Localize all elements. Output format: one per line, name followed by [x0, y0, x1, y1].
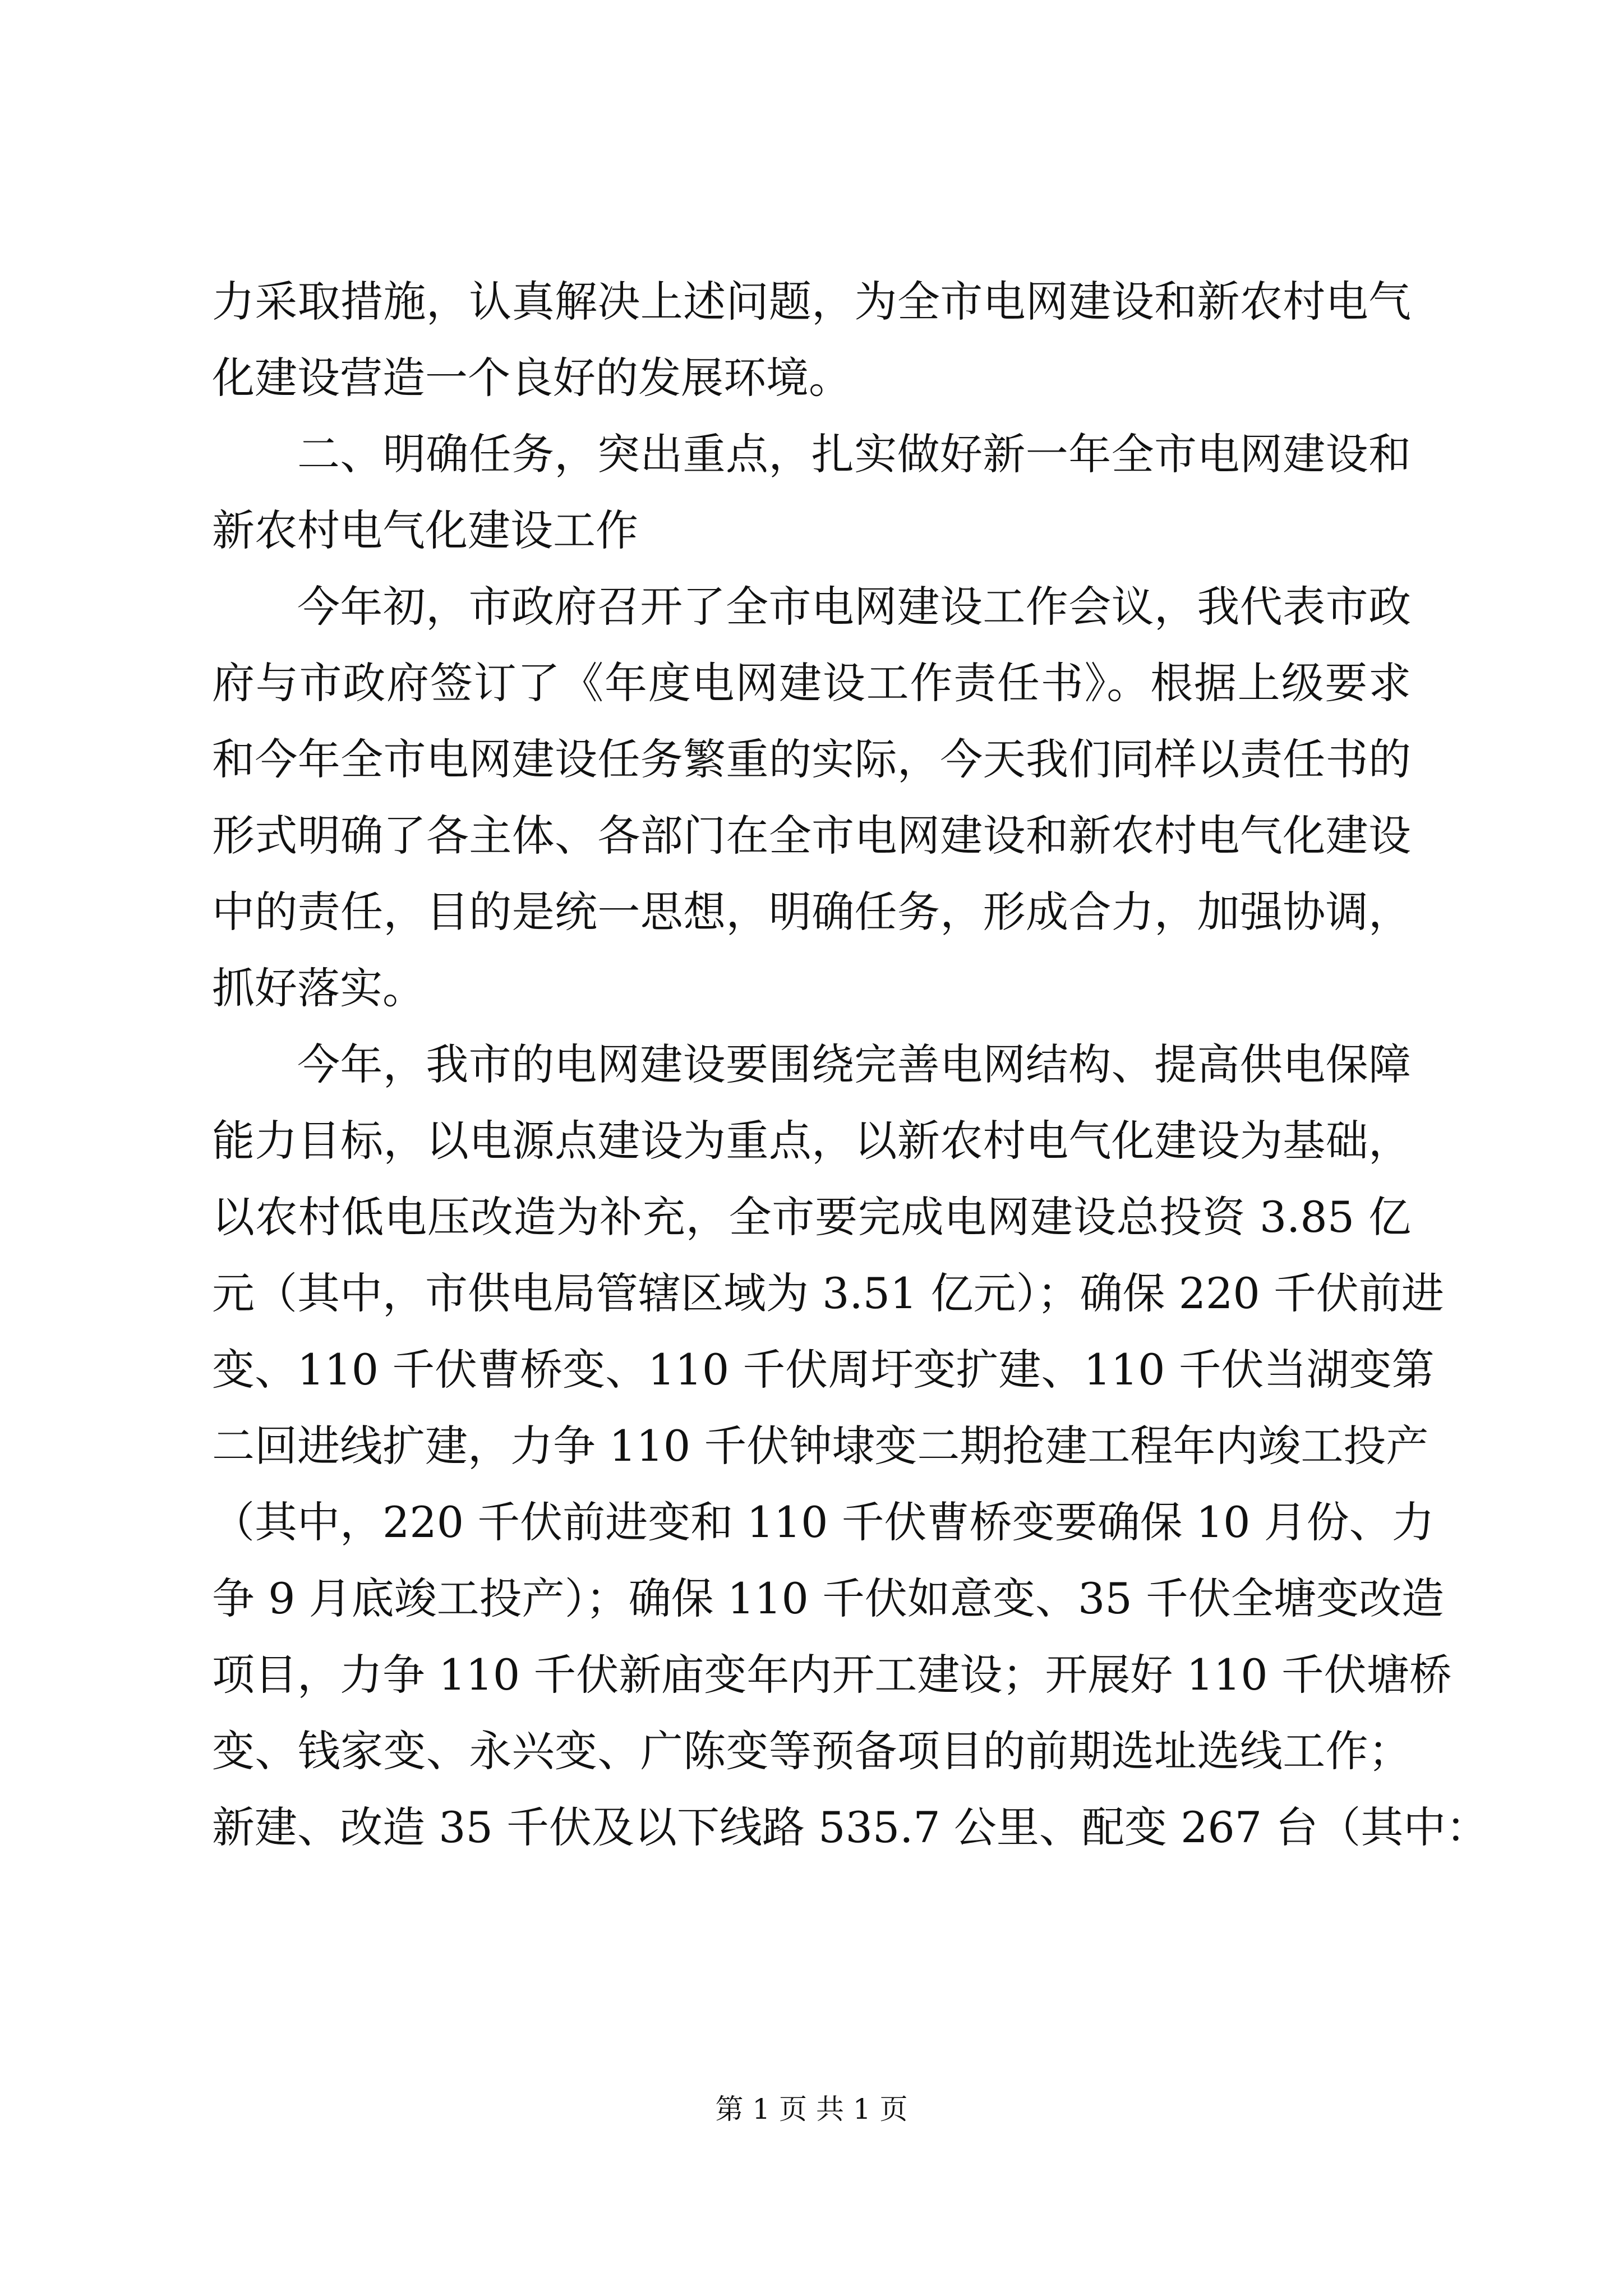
text-line: 府与市政府签订了《年度电网建设工作责任书》。根据上级要求 — [212, 658, 1411, 708]
text-line: 能力目标，以电源点建设为重点，以新农村电气化建设为基础， — [212, 1116, 1411, 1166]
text-line: 今年，我市的电网建设要围绕完善电网结构、提高供电保障 — [297, 1039, 1411, 1089]
text-line: （其中，220 千伏前进变和 110 千伏曹桥变要确保 10 月份、力 — [212, 1497, 1435, 1547]
text-line: 争 9 月底竣工投产）；确保 110 千伏如意变、35 千伏全塘变改造 — [212, 1573, 1444, 1623]
text-line: 形式明确了各主体、各部门在全市电网建设和新农村电气化建设 — [212, 811, 1411, 861]
text-line: 化建设营造一个良好的发展环境。 — [212, 353, 851, 403]
document-body — [212, 264, 1489, 1866]
text-line: 和今年全市电网建设任务繁重的实际，今天我们同样以责任书的 — [212, 734, 1411, 784]
text-line: 以农村低电压改造为补充，全市要完成电网建设总投资 3.85 亿 — [212, 1192, 1411, 1242]
text-line: 今年初，市政府召开了全市电网建设工作会议，我代表市政 — [297, 582, 1411, 632]
paragraph — [212, 1027, 1489, 1866]
text-line: 抓好落实。 — [212, 963, 425, 1013]
text-line: 变、110 千伏曹桥变、110 千伏周圩变扩建、110 千伏当湖变第 — [212, 1345, 1435, 1395]
text-line: 新建、改造 35 千伏及以下线路 535.7 公里、配变 267 台（其中： — [212, 1802, 1489, 1852]
section-heading-line: 二、明确任务，突出重点，扎实做好新一年全市电网建设和 — [297, 429, 1411, 479]
text-line: 变、钱家变、永兴变、广陈变等预备项目的前期选址选线工作； — [212, 1726, 1411, 1776]
text-line: 项目，力争 110 千伏新庙变年内开工建设；开展好 110 千伏塘桥 — [212, 1650, 1452, 1700]
text-line: 中的责任，目的是统一思想，明确任务，形成合力，加强协调， — [212, 887, 1411, 937]
text-line: 元（其中，市供电局管辖区域为 3.51 亿元）；确保 220 千伏前进 — [212, 1268, 1444, 1318]
paragraph — [212, 569, 1411, 1027]
section-heading-paragraph — [212, 416, 1411, 569]
text-line: 二回进线扩建，力争 110 千伏钟埭变二期抢建工程年内竣工投产 — [212, 1421, 1429, 1471]
page-footer: 第 1 页 共 1 页 — [715, 2093, 908, 2125]
paragraph — [212, 264, 1411, 416]
section-heading-line: 新农村电气化建设工作 — [212, 505, 638, 555]
text-line: 力采取措施，认真解决上述问题，为全市电网建设和新农村电气 — [212, 277, 1411, 326]
